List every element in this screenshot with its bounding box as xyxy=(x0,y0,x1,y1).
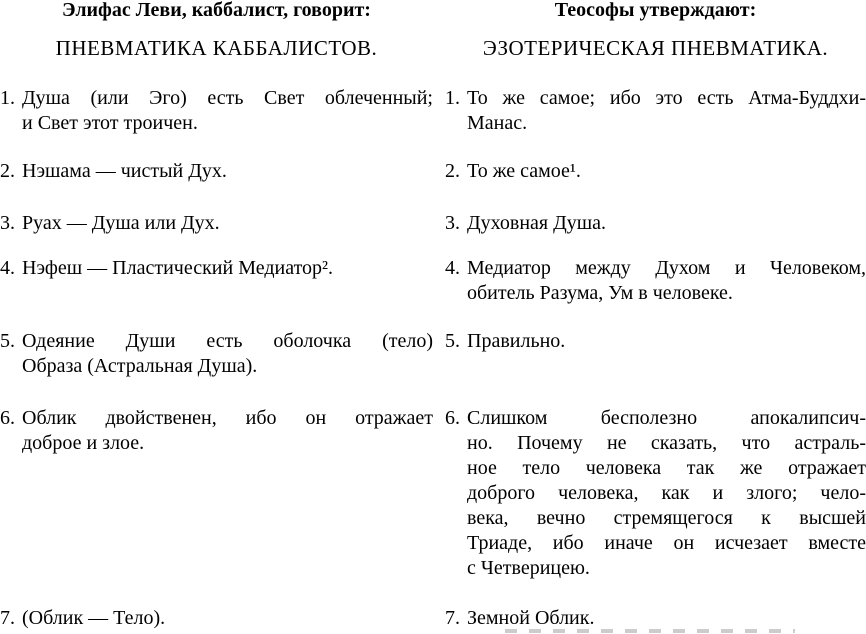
item-line: ное тело человека так же отражает xyxy=(467,457,866,479)
numbered-item xyxy=(445,606,866,631)
item-line: но. Почему не сказать, что астраль- xyxy=(467,432,866,454)
item-text xyxy=(467,406,866,581)
item-line: и Свет этот троичен. xyxy=(22,112,198,134)
item-text xyxy=(467,256,866,306)
item-line: То же самое¹. xyxy=(467,160,581,182)
scan-artifact xyxy=(505,629,795,633)
item-text xyxy=(22,256,433,281)
item-line: Нэфеш — Пластический Медиатор². xyxy=(22,257,334,279)
item-number: 5. xyxy=(0,330,15,352)
column-header-theosophist: Теософы утверждают: xyxy=(554,0,757,21)
item-text xyxy=(467,606,866,631)
numbered-item xyxy=(445,86,866,136)
item-line: Духовная Душа. xyxy=(467,212,607,234)
item-line: Душа (или Эго) есть Свет облеченный; xyxy=(22,87,433,109)
item-number: 5. xyxy=(445,330,460,352)
item-text xyxy=(22,406,433,456)
column-theosophist xyxy=(445,0,866,634)
item-number: 7. xyxy=(0,607,15,629)
item-number: 3. xyxy=(0,212,15,234)
item-line: с Четверицею. xyxy=(467,557,590,579)
item-line: Нэшама — чистый Дух. xyxy=(22,160,227,182)
item-text xyxy=(467,329,866,354)
item-line: обитель Разума, Ум в человеке. xyxy=(467,282,733,304)
item-line: доброго человека, как и злого; чело- xyxy=(467,482,866,504)
item-number: 3. xyxy=(445,212,460,234)
item-line: Медиатор между Духом и Человеком, xyxy=(467,257,866,279)
item-number: 2. xyxy=(445,160,460,182)
numbered-item xyxy=(0,159,433,184)
column-subheader-kabbalist: ПНЕВМАТИКА КАББАЛИСТОВ. xyxy=(55,36,378,60)
item-line: Слишком бесполезно апокалипсич- xyxy=(467,407,866,429)
item-text xyxy=(22,329,433,379)
item-line: Манас. xyxy=(467,112,528,134)
item-text xyxy=(467,86,866,136)
numbered-item xyxy=(0,406,433,456)
item-text xyxy=(467,211,866,236)
item-number: 4. xyxy=(445,257,460,279)
numbered-item xyxy=(445,329,866,354)
numbered-item xyxy=(0,86,433,136)
item-number: 1. xyxy=(445,87,460,109)
item-number: 1. xyxy=(0,87,15,109)
item-line: То же самое; ибо это есть Атма-Буддхи- xyxy=(467,87,866,109)
item-line: Руах — Душа или Дух. xyxy=(22,212,220,234)
numbered-item xyxy=(445,211,866,236)
item-number: 2. xyxy=(0,160,15,182)
item-number: 6. xyxy=(445,407,460,429)
item-line: Облик двойственен, ибо он отражает xyxy=(22,407,433,429)
item-text xyxy=(22,86,433,136)
numbered-item xyxy=(445,256,866,306)
item-number: 6. xyxy=(0,407,15,429)
numbered-item xyxy=(445,159,866,184)
item-text xyxy=(467,159,866,184)
numbered-item xyxy=(0,329,433,379)
column-subheader-theosophist: ЭЗОТЕРИЧЕСКАЯ ПНЕВМАТИКА. xyxy=(482,36,829,60)
item-text xyxy=(22,211,433,236)
item-line: доброе и злое. xyxy=(22,432,145,454)
item-line: Образа (Астральная Душа). xyxy=(22,355,258,377)
item-line: Правильно. xyxy=(467,330,566,352)
item-line: Земной Облик. xyxy=(467,607,595,629)
item-text xyxy=(22,606,433,631)
item-line: (Облик — Тело). xyxy=(22,607,166,629)
column-header-kabbalist: Элифас Леви, каббалист, говорит: xyxy=(62,0,371,21)
item-number: 7. xyxy=(445,607,460,629)
item-number: 4. xyxy=(0,257,15,279)
numbered-item xyxy=(0,256,433,281)
numbered-item xyxy=(0,606,433,631)
item-text xyxy=(22,159,433,184)
item-line: века, вечно стремящегося к высшей xyxy=(467,507,866,529)
item-line: Одеяние Души есть оболочка (тело) xyxy=(22,330,433,352)
item-line: Триаде, ибо иначе он исчезает вместе xyxy=(467,532,866,554)
numbered-item xyxy=(445,406,866,581)
numbered-item xyxy=(0,211,433,236)
